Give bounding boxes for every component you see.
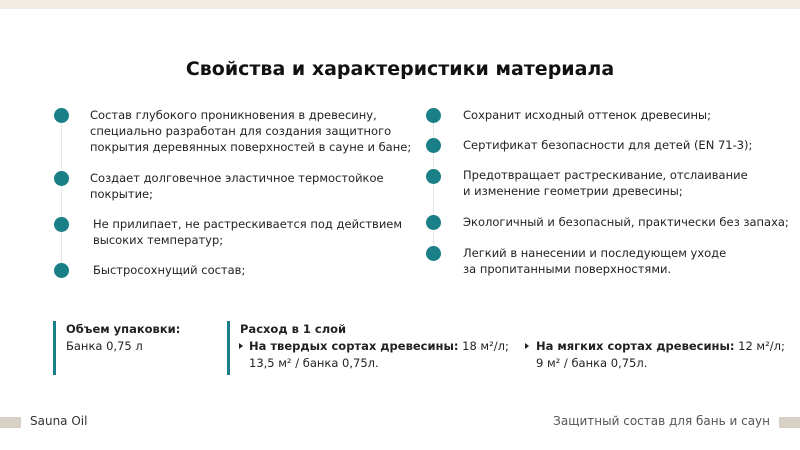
consumption-hard: На твердых сортах древесины: 18 м²/л; 13,5 м² / банка 0,75л. [249, 339, 509, 370]
left-item-1: Состав глубокого проникновения в древесину, специально разработан для создания защитного покрытия деревянных поверхностей в сауне и бане; [90, 108, 412, 154]
bullet-dot [426, 246, 441, 261]
left-item-3: Не прилипает, не растрескивается под действием высоких температур; [93, 217, 403, 247]
left-item-4: Быстросохнущий состав; [93, 263, 246, 277]
bullet-dot [54, 263, 69, 278]
bullet-dot [54, 171, 69, 186]
packaging-label: Объем упаковки: [66, 322, 181, 336]
consumption-soft: На мягких сортах древесины: 12 м²/л; 9 м² / банка 0,75л. [536, 339, 785, 370]
right-item-2: Сертификат безопасности для детей (EN 71-3); [463, 138, 753, 152]
left-item-2: Создает долговечное эластичное термостойкое покрытие; [90, 171, 384, 201]
consumption-label: Расход в 1 слой [240, 322, 347, 336]
bullet-dot [426, 138, 441, 153]
right-item-5: Легкий в нанесении и последующем уходе за пропитанными поверхностями. [463, 246, 727, 276]
top-band [0, 0, 800, 9]
footer-left-square [0, 417, 21, 428]
footer-right-square [779, 417, 800, 428]
packaging-accent-bar [53, 321, 56, 375]
bullet-dot [426, 215, 441, 230]
right-item-3: Предотвращает растрескивание, отслаивание и изменение геометрии древесины; [463, 168, 748, 198]
bullet-dot [54, 108, 69, 123]
packaging-block [66, 321, 180, 355]
bullet-dot [426, 169, 441, 184]
bullet-dot [54, 217, 69, 232]
footer-subtitle: Защитный состав для бань и саун [553, 414, 770, 428]
packaging-value: Банка 0,75 л [66, 339, 143, 353]
bullet-dot [426, 108, 441, 123]
bullet-arrow-icon [239, 343, 243, 349]
page-title: Свойства и характеристики материала [185, 58, 615, 80]
left-timeline-line [61, 118, 62, 274]
right-item-1: Сохранит исходный оттенок древесины; [463, 108, 711, 122]
consumption-accent-bar [227, 321, 230, 375]
bullet-arrow-icon [525, 343, 529, 349]
right-item-4: Экологичный и безопасный, практически без запаха; [463, 215, 789, 229]
footer-brand: Sauna Oil [30, 414, 88, 428]
